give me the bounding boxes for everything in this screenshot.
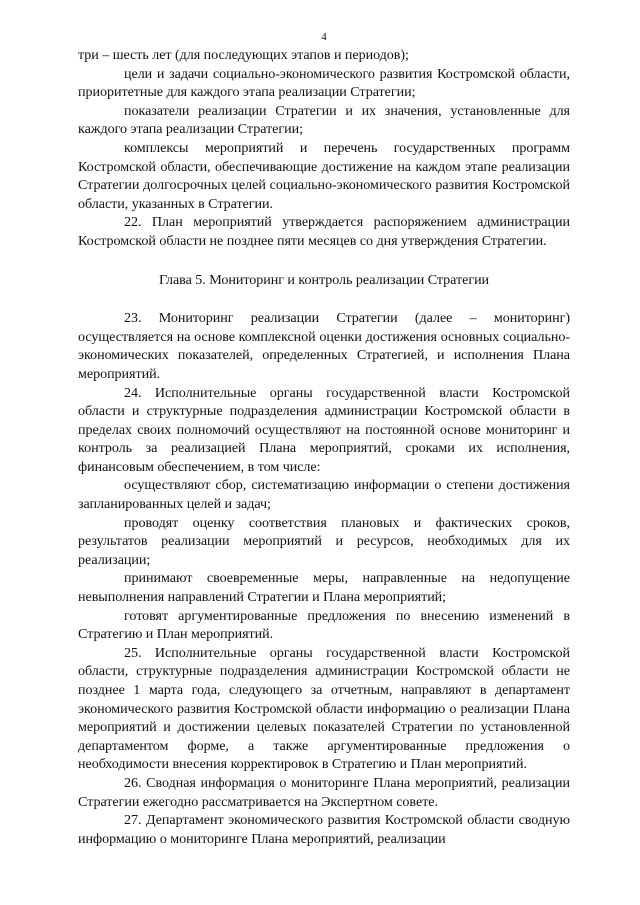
chapter-heading: Глава 5. Мониторинг и контроль реализации Стратегии — [158, 271, 490, 288]
page-number: 4 — [321, 31, 327, 43]
document-page — [78, 0, 570, 905]
paragraph: готовят аргументированные предложения по внесению изменений в Стратегию и План мероприятий. — [78, 607, 570, 643]
paragraph-item-24: 24. Исполнительные органы государственной власти Костромской области и структурные подразделения администрации Костромской области в пределах своих полномочий осуществляют на постоянной основе мониторинг и контроль за реализацией Плана мероприятий, сроками их исполнения, финансовым обеспечением, в том числе: — [78, 384, 570, 475]
paragraph-item-26: 26. Сводная информация о мониторинге Плана мероприятий, реализации Стратегии ежегодно рассматривается на Экспертном совете. — [78, 774, 570, 810]
paragraph-item-23: 23. Мониторинг реализации Стратегии (далее – мониторинг) осуществляется на основе комплексной оценки достижения основных социально-экономических показателей, определенных Стратегией, и исполнения Плана мероприятий. — [78, 310, 570, 382]
paragraph-item-27: 27. Департамент экономического развития Костромской области сводную информацию о мониторинге Плана мероприятий, реализации — [78, 812, 570, 847]
paragraph-item-25: 25. Исполнительные органы государственной власти Костромской области, структурные подразделения администрации Костромской области не позднее 1 марта года, следующего за отчетным, направляют в департамент экономического развития Костромской области информацию о реализации Плана мероприятий и достижении целевых показателей Стратегии по установленной департаментом форме, а также аргументированные предложения о необходимости внесения корректировок в Стратегию и План мероприятий. — [78, 644, 570, 773]
paragraph: осуществляют сбор, систематизацию информации о степени достижения запланированных целей и задач; — [78, 477, 570, 513]
paragraph: комплексы мероприятий и перечень государственных программ Костромской области, обеспечивающие достижение на каждом этапе реализации Стратегии долгосрочных целей социально-экономического развития Костромской области, указанных в Стратегии. — [78, 139, 570, 212]
paragraph-item-22: 22. План мероприятий утверждается распоряжением администрации Костромской области не позднее пяти месяцев со дня утверждения Стратегии. — [78, 214, 570, 249]
paragraph-continuation: три – шесть лет (для последующих этапов и периодов); — [78, 47, 409, 63]
paragraph: показатели реализации Стратегии и их значения, установленные для каждого этапа реализации Стратегии; — [78, 102, 570, 138]
document-body — [78, 46, 570, 848]
paragraph: проводят оценку соответствия плановых и фактических сроков, результатов реализации мероприятий и ресурсов, необходимых для их реализации; — [78, 514, 570, 568]
paragraph: цели и задачи социально-экономического развития Костромской области, приоритетные для каждого этапа реализации Стратегии; — [78, 65, 570, 101]
paragraph: принимают своевременные меры, направленные на недопущение невыполнения направлений Стратегии и Плана мероприятий; — [78, 570, 570, 606]
